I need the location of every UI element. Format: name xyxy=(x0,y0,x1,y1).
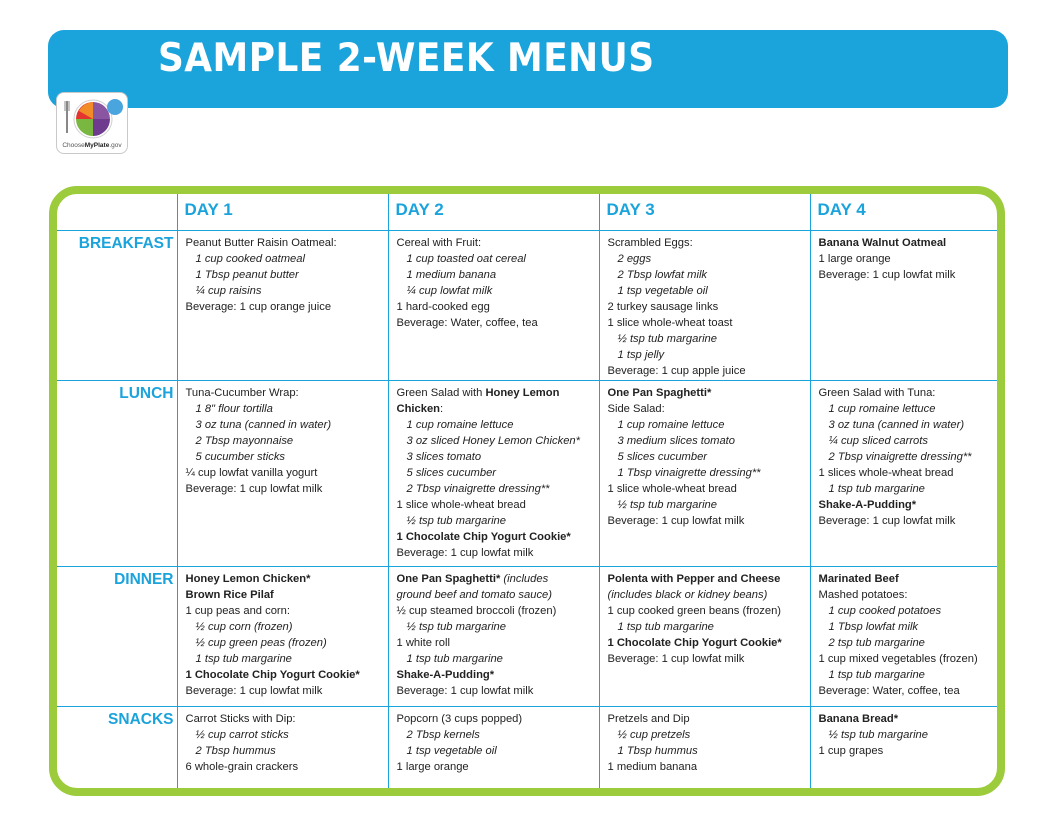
menu-cell xyxy=(388,380,599,566)
menu-line: 1 cup romaine lettuce xyxy=(828,402,936,415)
menu-cell xyxy=(599,706,810,788)
menu-line: Mashed potatoes: xyxy=(818,588,908,601)
menu-line: 1 large orange xyxy=(818,252,891,265)
menu-line: 1 Tbsp lowfat milk xyxy=(828,620,919,633)
menu-line: 1 white roll xyxy=(396,636,450,649)
menu-line: Beverage: 1 cup lowfat milk xyxy=(607,514,745,527)
menu-line: 5 slices cucumber xyxy=(617,450,708,463)
meal-label: LUNCH xyxy=(57,380,177,566)
menu-line: Green Salad with Tuna: xyxy=(818,386,936,399)
menu-cell xyxy=(599,380,810,566)
menu-line: 1 tsp vegetable oil xyxy=(617,284,708,297)
menu-line: Beverage: 1 cup apple juice xyxy=(607,364,746,377)
menu-line: ground beef and tomato sauce) xyxy=(396,588,552,601)
menu-line: ½ tsp tub margarine xyxy=(617,332,717,345)
menu-line: ½ cup steamed broccoli (frozen) xyxy=(396,604,557,617)
meal-label: SNACKS xyxy=(57,706,177,788)
menu-line: 1 medium banana xyxy=(406,268,497,281)
menu-cell xyxy=(810,230,997,380)
menu-line: Shake-A-Pudding* xyxy=(396,668,495,681)
menu-line: ¼ cup lowfat vanilla yogurt xyxy=(185,466,318,479)
menu-line: Beverage: 1 cup lowfat milk xyxy=(185,684,323,697)
menu-line: Brown Rice Pilaf xyxy=(185,588,274,601)
menu-line: ½ tsp tub margarine xyxy=(406,620,506,633)
menu-line: 1 8" flour tortilla xyxy=(195,402,273,415)
menu-line: 3 oz sliced Honey Lemon Chicken* xyxy=(406,434,580,447)
menu-line: Shake-A-Pudding* xyxy=(818,498,917,511)
myplate-logo-caption: ChooseMyPlate.gov xyxy=(62,142,122,149)
menu-cell xyxy=(177,380,388,566)
menu-line: Popcorn (3 cups popped) xyxy=(396,712,523,725)
menu-line: 2 Tbsp mayonnaise xyxy=(195,434,294,447)
menu-line: Beverage: 1 cup orange juice xyxy=(185,300,332,313)
menu-line: ½ tsp tub margarine xyxy=(828,728,928,741)
meal-row xyxy=(57,566,997,706)
menu-line: 3 oz tuna (canned in water) xyxy=(195,418,332,431)
menu-line: Green Salad with Honey Lemon xyxy=(396,386,560,399)
menu-line: 1 cup grapes xyxy=(818,744,884,757)
menu-cell xyxy=(388,566,599,706)
menu-line: 2 turkey sausage links xyxy=(607,300,719,313)
menu-line: ½ cup corn (frozen) xyxy=(195,620,293,633)
menu-line: Beverage: 1 cup lowfat milk xyxy=(818,514,956,527)
menu-line: 1 slice whole-wheat bread xyxy=(396,498,526,511)
menu-line: One Pan Spaghetti* (includes xyxy=(396,572,549,585)
menu-line: Beverage: 1 cup lowfat milk xyxy=(818,268,956,281)
menu-cell xyxy=(599,230,810,380)
menu-line: 2 eggs xyxy=(617,252,652,265)
menu-line: Beverage: 1 cup lowfat milk xyxy=(607,652,745,665)
menu-cell xyxy=(810,380,997,566)
menu-line: ¼ cup lowfat milk xyxy=(406,284,493,297)
menu-line: 1 tsp tub margarine xyxy=(406,652,503,665)
menu-line: Beverage: Water, coffee, tea xyxy=(396,316,538,329)
day-header: DAY 2 xyxy=(388,194,599,230)
menu-line: ½ tsp tub margarine xyxy=(617,498,717,511)
menu-line: Honey Lemon Chicken* xyxy=(185,572,311,585)
menu-line: 3 oz tuna (canned in water) xyxy=(828,418,965,431)
menu-line: 1 cup peas and corn: xyxy=(185,604,290,617)
menu-line: Banana Walnut Oatmeal xyxy=(818,236,947,249)
meal-label: BREAKFAST xyxy=(57,230,177,380)
menu-line: 1 large orange xyxy=(396,760,469,773)
menu-line: 3 slices tomato xyxy=(406,450,482,463)
menu-cell xyxy=(810,566,997,706)
menu-table xyxy=(57,194,997,788)
myplate-logo xyxy=(56,92,128,154)
menu-line: Marinated Beef xyxy=(818,572,899,585)
menu-line: 5 cucumber sticks xyxy=(195,450,286,463)
menu-line: 3 medium slices tomato xyxy=(617,434,736,447)
menu-line: 1 Tbsp vinaigrette dressing** xyxy=(617,466,761,479)
menu-line: 1 cup cooked oatmeal xyxy=(195,252,305,265)
menu-cell xyxy=(388,706,599,788)
menu-line: Pretzels and Dip xyxy=(607,712,690,725)
menu-line: 1 Tbsp hummus xyxy=(617,744,698,757)
menu-line: Banana Bread* xyxy=(818,712,899,725)
menu-line: 1 cup romaine lettuce xyxy=(406,418,514,431)
menu-line: 1 cup toasted oat cereal xyxy=(406,252,526,265)
menu-line: Beverage: Water, coffee, tea xyxy=(818,684,960,697)
menu-line: Tuna-Cucumber Wrap: xyxy=(185,386,299,399)
menu-line: 1 tsp vegetable oil xyxy=(406,744,497,757)
corner-cell xyxy=(57,194,177,230)
menu-line: 1 cup romaine lettuce xyxy=(617,418,725,431)
meal-row xyxy=(57,380,997,566)
menu-line: 1 Chocolate Chip Yogurt Cookie* xyxy=(185,668,360,681)
menu-cell xyxy=(599,566,810,706)
menu-line: 1 slice whole-wheat bread xyxy=(607,482,737,495)
menu-line: Chicken: xyxy=(396,402,444,415)
menu-cell xyxy=(177,566,388,706)
menu-line: 1 medium banana xyxy=(607,760,698,773)
menu-cell xyxy=(388,230,599,380)
menu-line: 6 whole-grain crackers xyxy=(185,760,299,773)
menu-line: 2 tsp tub margarine xyxy=(828,636,925,649)
menu-line: Cereal with Fruit: xyxy=(396,236,482,249)
menu-line: 5 slices cucumber xyxy=(406,466,497,479)
day-header: DAY 1 xyxy=(177,194,388,230)
day-header-row xyxy=(57,194,997,230)
menu-line: 1 cup mixed vegetables (frozen) xyxy=(818,652,978,665)
menu-cell xyxy=(177,706,388,788)
menu-line: ½ cup pretzels xyxy=(617,728,691,741)
meal-row xyxy=(57,706,997,788)
menu-line: ½ tsp tub margarine xyxy=(406,514,506,527)
menu-line: 2 Tbsp lowfat milk xyxy=(617,268,708,281)
menu-line: 1 Chocolate Chip Yogurt Cookie* xyxy=(396,530,571,543)
menu-line: Polenta with Pepper and Cheese xyxy=(607,572,781,585)
menu-line: 1 Chocolate Chip Yogurt Cookie* xyxy=(607,636,782,649)
menu-line: 1 cup cooked potatoes xyxy=(828,604,942,617)
meal-row xyxy=(57,230,997,380)
menu-line: Scrambled Eggs: xyxy=(607,236,693,249)
menu-line: 1 hard-cooked egg xyxy=(396,300,490,313)
menu-line: 1 tsp tub margarine xyxy=(828,482,925,495)
day-header: DAY 4 xyxy=(810,194,997,230)
myplate-plate-icon xyxy=(59,95,125,139)
menu-line: 2 Tbsp vinaigrette dressing** xyxy=(828,450,972,463)
menu-line: 1 tsp jelly xyxy=(617,348,665,361)
menu-line: 1 slice whole-wheat toast xyxy=(607,316,733,329)
menu-line: 2 Tbsp vinaigrette dressing** xyxy=(406,482,550,495)
menu-line: One Pan Spaghetti* xyxy=(607,386,712,399)
menu-cell xyxy=(177,230,388,380)
menu-line: ½ cup carrot sticks xyxy=(195,728,289,741)
menu-line: 2 Tbsp hummus xyxy=(195,744,276,757)
menu-line: Beverage: 1 cup lowfat milk xyxy=(396,684,534,697)
page-title: SAMPLE 2-WEEK MENUS xyxy=(158,36,655,81)
menu-line: ¼ cup raisins xyxy=(195,284,262,297)
day-header: DAY 3 xyxy=(599,194,810,230)
menu-line: 1 tsp tub margarine xyxy=(195,652,292,665)
menu-cell xyxy=(810,706,997,788)
menu-line: Carrot Sticks with Dip: xyxy=(185,712,296,725)
menu-line: Beverage: 1 cup lowfat milk xyxy=(185,482,323,495)
menu-line: Beverage: 1 cup lowfat milk xyxy=(396,546,534,559)
menu-line: 1 Tbsp peanut butter xyxy=(195,268,299,281)
menu-line: 1 cup cooked green beans (frozen) xyxy=(607,604,782,617)
menu-line: 2 Tbsp kernels xyxy=(406,728,480,741)
menu-line: 1 tsp tub margarine xyxy=(617,620,714,633)
menu-line: ¼ cup sliced carrots xyxy=(828,434,928,447)
menu-line: 1 tsp tub margarine xyxy=(828,668,925,681)
meal-label: DINNER xyxy=(57,566,177,706)
menu-line: ½ cup green peas (frozen) xyxy=(195,636,327,649)
menu-line: (includes black or kidney beans) xyxy=(607,588,768,601)
menu-line: Side Salad: xyxy=(607,402,665,415)
menu-line: 1 slices whole-wheat bread xyxy=(818,466,954,479)
menu-line: Peanut Butter Raisin Oatmeal: xyxy=(185,236,337,249)
